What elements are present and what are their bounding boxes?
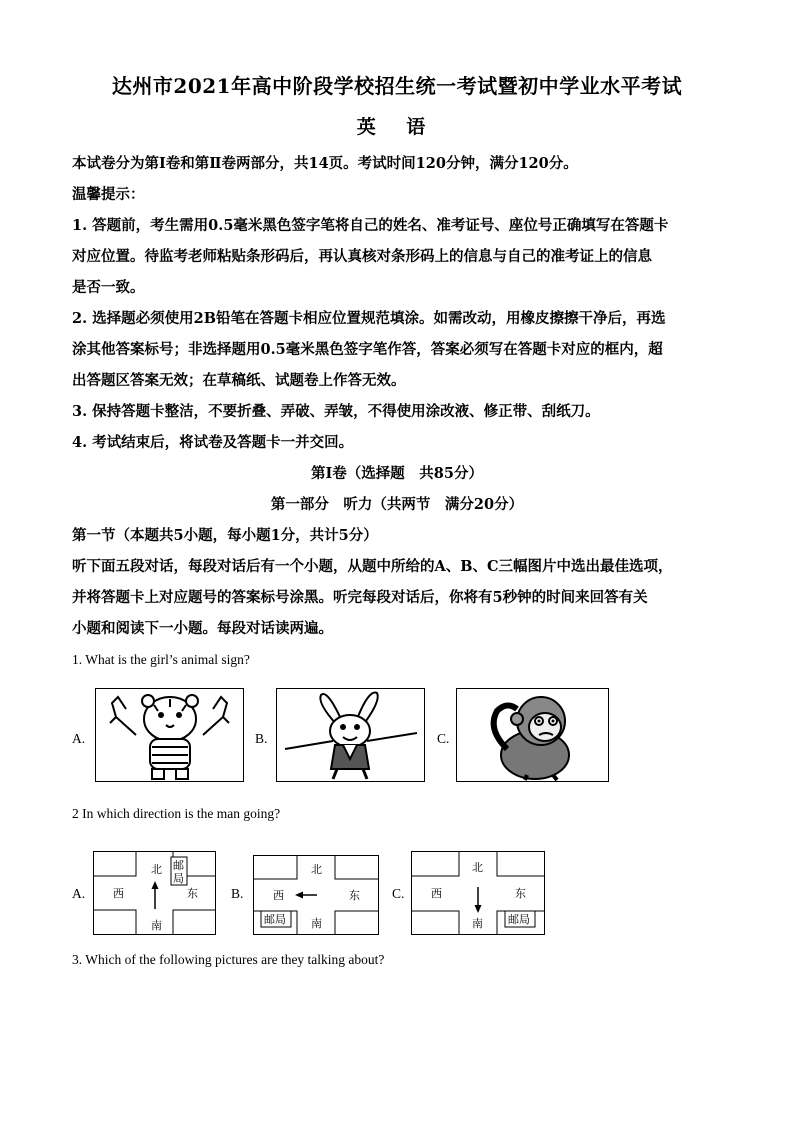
tip-2-line-1: 2. 选择题必须使用2B铅笔在答题卡相应位置规范填涂。如需改动，用橡皮擦擦干净后，再选 <box>72 310 666 327</box>
rabbit-cartoon-icon <box>277 689 424 781</box>
map-c-north: 北 <box>472 862 483 874</box>
monkey-cartoon-icon <box>457 689 608 781</box>
tip-1-line-1: 1. 答题前，考生需用0.5毫米黑色签字笔将自己的姓名、准考证号、座位号正确填写在答题卡 <box>72 217 669 234</box>
map-b-north: 北 <box>311 864 322 876</box>
q2-option-b-map[interactable] <box>253 855 379 935</box>
q2-option-c-label: C. <box>392 886 405 901</box>
instruction-line-3: 小题和阅读下一小题。每段对话读两遍。 <box>72 620 333 637</box>
map-a-south: 南 <box>151 920 162 932</box>
tiger-cartoon-icon <box>96 689 243 781</box>
map-b-south: 南 <box>311 918 322 930</box>
map-a-north: 北 <box>151 864 162 876</box>
map-c-post-office: 邮局 <box>508 914 530 926</box>
tip-4: 4. 考试结束后，将试卷及答题卡一并交回。 <box>72 434 354 451</box>
tip-2-line-3: 出答题区答案无效；在草稿纸、试题卷上作答无效。 <box>72 372 406 389</box>
part-heading: 第一部分 听力（共两节 满分20分） <box>270 496 524 513</box>
map-c-east: 东 <box>515 888 526 900</box>
q1-option-a-picture[interactable] <box>95 688 244 782</box>
tip-2-line-2: 涂其他答案标号；非选择题用0.5毫米黑色签字笔作答，答案必须写在答题卡对应的框内，超 <box>72 341 663 358</box>
map-a-west: 西 <box>113 888 124 900</box>
question-2: 2 In which direction is the man going? <box>72 806 281 821</box>
volume-heading: 第Ⅰ卷（选择题 共85分） <box>311 465 483 482</box>
q2-option-b-label: B. <box>231 886 244 901</box>
q1-option-b-picture[interactable] <box>276 688 425 782</box>
tip-1-line-2: 对应位置。待监考老师粘贴条形码后，再认真核对条形码上的信息与自己的准考证上的信息 <box>72 248 652 265</box>
question-1: 1. What is the girl’s animal sign? <box>72 652 250 667</box>
exam-title: 达州市2021年高中阶段学校招生统一考试暨初中学业水平考试 <box>111 74 683 98</box>
q2-option-a-label: A. <box>72 886 86 901</box>
map-a-east: 东 <box>187 888 198 900</box>
q2-option-a-map[interactable] <box>93 851 216 935</box>
q2-option-c-map[interactable] <box>411 851 545 935</box>
map-b-post-office: 邮局 <box>264 914 286 926</box>
section-1-heading: 第一节（本题共5小题，每小题1分，共计5分） <box>72 527 378 544</box>
map-c-south: 南 <box>472 918 483 930</box>
tip-3: 3. 保持答题卡整洁，不要折叠、弄破、弄皱，不得使用涂改液、修正带、刮纸刀。 <box>72 403 600 420</box>
exam-info: 本试卷分为第Ⅰ卷和第Ⅱ卷两部分，共14页。考试时间120分钟，满分120分。 <box>72 155 578 172</box>
instruction-line-1: 听下面五段对话，每段对话后有一个小题，从题中所给的A、B、C三幅图片中选出最佳选项， <box>72 558 673 575</box>
q1-option-c-label: C. <box>437 731 450 746</box>
map-a-post-char-2: 局 <box>173 873 184 885</box>
q1-option-b-label: B. <box>255 731 268 746</box>
instruction-line-2: 并将答题卡上对应题号的答案标号涂黑。听完每段对话后，你将有5秒钟的时间来回答有关 <box>72 589 648 606</box>
map-b-west: 西 <box>273 890 284 902</box>
tip-1-line-3: 是否一致。 <box>72 279 145 296</box>
q1-option-a-label: A. <box>72 731 86 746</box>
map-c-west: 西 <box>431 888 442 900</box>
tips-heading: 温馨提示： <box>72 186 145 203</box>
question-3: 3. Which of the following pictures are they talking about? <box>72 952 385 967</box>
map-a-post-char-1: 邮 <box>173 860 184 872</box>
map-b-east: 东 <box>349 890 360 902</box>
subject-title: 英 语 <box>356 116 438 138</box>
q1-option-c-picture[interactable] <box>456 688 609 782</box>
